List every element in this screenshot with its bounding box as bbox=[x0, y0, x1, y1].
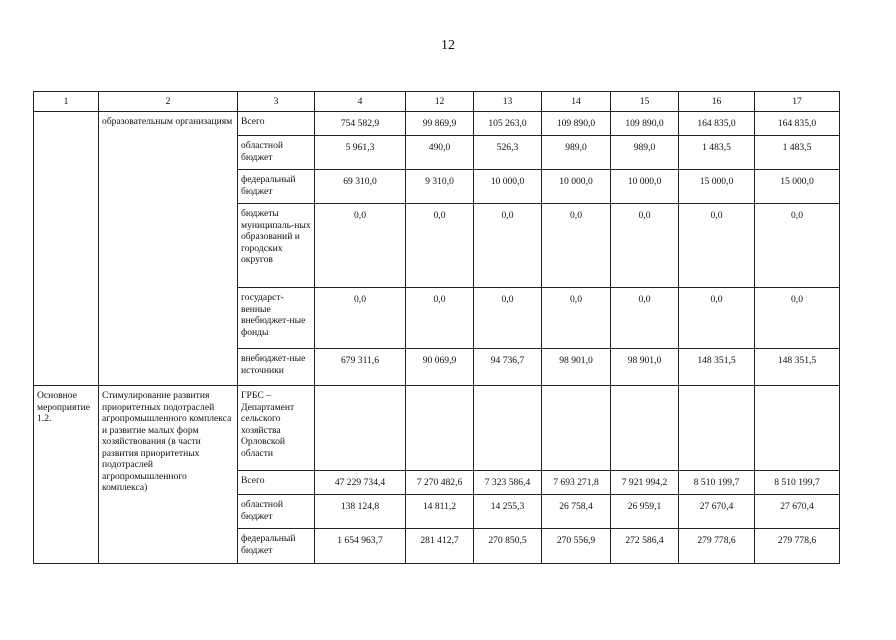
value-cell: 47 229 734,4 bbox=[315, 471, 406, 495]
value-cell: 0,0 bbox=[679, 288, 755, 349]
value-cell: 281 412,7 bbox=[406, 529, 474, 564]
activity-cell bbox=[34, 112, 99, 386]
value-cell: 270 850,5 bbox=[474, 529, 542, 564]
value-cell: 279 778,6 bbox=[679, 529, 755, 564]
activity-cell: Основное мероприятие 1.2. bbox=[34, 386, 99, 564]
value-cell: 94 736,7 bbox=[474, 349, 542, 386]
value-cell: 164 835,0 bbox=[755, 112, 840, 136]
value-cell: 279 778,6 bbox=[755, 529, 840, 564]
value-cell bbox=[542, 386, 611, 471]
value-cell: 490,0 bbox=[406, 136, 474, 170]
value-cell: 109 890,0 bbox=[611, 112, 679, 136]
funding-source: Всего bbox=[238, 471, 315, 495]
budget-table bbox=[33, 91, 840, 564]
value-cell: 148 351,5 bbox=[679, 349, 755, 386]
funding-source: бюджеты муниципаль-ных образований и городских округов bbox=[238, 204, 315, 288]
value-cell: 109 890,0 bbox=[542, 112, 611, 136]
value-cell: 0,0 bbox=[611, 204, 679, 288]
header-cell: 1 bbox=[34, 92, 99, 112]
header-cell: 15 bbox=[611, 92, 679, 112]
funding-source: областной бюджет bbox=[238, 136, 315, 170]
value-cell: 99 869,9 bbox=[406, 112, 474, 136]
table-row bbox=[34, 386, 840, 471]
value-cell: 10 000,0 bbox=[542, 170, 611, 204]
value-cell: 27 670,4 bbox=[679, 495, 755, 529]
value-cell: 164 835,0 bbox=[679, 112, 755, 136]
value-cell: 526,3 bbox=[474, 136, 542, 170]
value-cell: 27 670,4 bbox=[755, 495, 840, 529]
value-cell: 272 586,4 bbox=[611, 529, 679, 564]
funding-source: федеральный бюджет bbox=[238, 170, 315, 204]
value-cell: 1 483,5 bbox=[679, 136, 755, 170]
value-cell: 8 510 199,7 bbox=[755, 471, 840, 495]
value-cell: 0,0 bbox=[474, 288, 542, 349]
value-cell: 679 311,6 bbox=[315, 349, 406, 386]
value-cell: 10 000,0 bbox=[611, 170, 679, 204]
value-cell: 0,0 bbox=[611, 288, 679, 349]
value-cell: 7 323 586,4 bbox=[474, 471, 542, 495]
value-cell bbox=[679, 386, 755, 471]
value-cell bbox=[611, 386, 679, 471]
value-cell: 0,0 bbox=[406, 204, 474, 288]
value-cell: 7 693 271,8 bbox=[542, 471, 611, 495]
value-cell: 0,0 bbox=[406, 288, 474, 349]
funding-source: государст-венные внебюджет-ные фонды bbox=[238, 288, 315, 349]
value-cell: 7 270 482,6 bbox=[406, 471, 474, 495]
header-cell: 12 bbox=[406, 92, 474, 112]
value-cell: 14 811,2 bbox=[406, 495, 474, 529]
header-cell: 4 bbox=[315, 92, 406, 112]
value-cell: 989,0 bbox=[611, 136, 679, 170]
value-cell bbox=[315, 386, 406, 471]
value-cell: 0,0 bbox=[315, 204, 406, 288]
value-cell: 1 483,5 bbox=[755, 136, 840, 170]
value-cell: 90 069,9 bbox=[406, 349, 474, 386]
funding-source: Всего bbox=[238, 112, 315, 136]
value-cell: 0,0 bbox=[542, 204, 611, 288]
value-cell: 148 351,5 bbox=[755, 349, 840, 386]
value-cell: 105 263,0 bbox=[474, 112, 542, 136]
value-cell: 9 310,0 bbox=[406, 170, 474, 204]
header-cell: 17 bbox=[755, 92, 840, 112]
value-cell: 1 654 963,7 bbox=[315, 529, 406, 564]
value-cell: 98 901,0 bbox=[611, 349, 679, 386]
funding-source: ГРБС – Департамент сельского хозяйства Орловской области bbox=[238, 386, 315, 471]
value-cell: 10 000,0 bbox=[474, 170, 542, 204]
value-cell: 14 255,3 bbox=[474, 495, 542, 529]
value-cell: 270 556,9 bbox=[542, 529, 611, 564]
value-cell: 0,0 bbox=[755, 288, 840, 349]
funding-source: внебюджет-ные источники bbox=[238, 349, 315, 386]
value-cell: 989,0 bbox=[542, 136, 611, 170]
page-number: 12 bbox=[441, 38, 455, 53]
value-cell: 138 124,8 bbox=[315, 495, 406, 529]
value-cell: 69 310,0 bbox=[315, 170, 406, 204]
header-cell: 13 bbox=[474, 92, 542, 112]
funding-source: федеральный бюджет bbox=[238, 529, 315, 564]
value-cell: 7 921 994,2 bbox=[611, 471, 679, 495]
activity-name-cell: Стимулирование развития приоритетных подотраслей агропромышленного комплекса и развитие малых форм хозяйствования (в части развития приоритетных подотраслей агропромышленного комплекса) bbox=[99, 386, 238, 564]
value-cell: 0,0 bbox=[474, 204, 542, 288]
value-cell: 26 959,1 bbox=[611, 495, 679, 529]
value-cell: 8 510 199,7 bbox=[679, 471, 755, 495]
value-cell: 98 901,0 bbox=[542, 349, 611, 386]
funding-source: областной бюджет bbox=[238, 495, 315, 529]
header-row bbox=[34, 92, 840, 112]
value-cell bbox=[755, 386, 840, 471]
value-cell bbox=[474, 386, 542, 471]
value-cell: 26 758,4 bbox=[542, 495, 611, 529]
activity-name-cell: образовательным организациям bbox=[99, 112, 238, 386]
value-cell: 5 961,3 bbox=[315, 136, 406, 170]
value-cell: 0,0 bbox=[679, 204, 755, 288]
header-cell: 2 bbox=[99, 92, 238, 112]
table-row bbox=[34, 112, 840, 136]
value-cell: 0,0 bbox=[315, 288, 406, 349]
value-cell: 15 000,0 bbox=[755, 170, 840, 204]
value-cell: 15 000,0 bbox=[679, 170, 755, 204]
value-cell: 0,0 bbox=[755, 204, 840, 288]
value-cell: 0,0 bbox=[542, 288, 611, 349]
header-cell: 3 bbox=[238, 92, 315, 112]
header-cell: 16 bbox=[679, 92, 755, 112]
value-cell: 754 582,9 bbox=[315, 112, 406, 136]
header-cell: 14 bbox=[542, 92, 611, 112]
value-cell bbox=[406, 386, 474, 471]
